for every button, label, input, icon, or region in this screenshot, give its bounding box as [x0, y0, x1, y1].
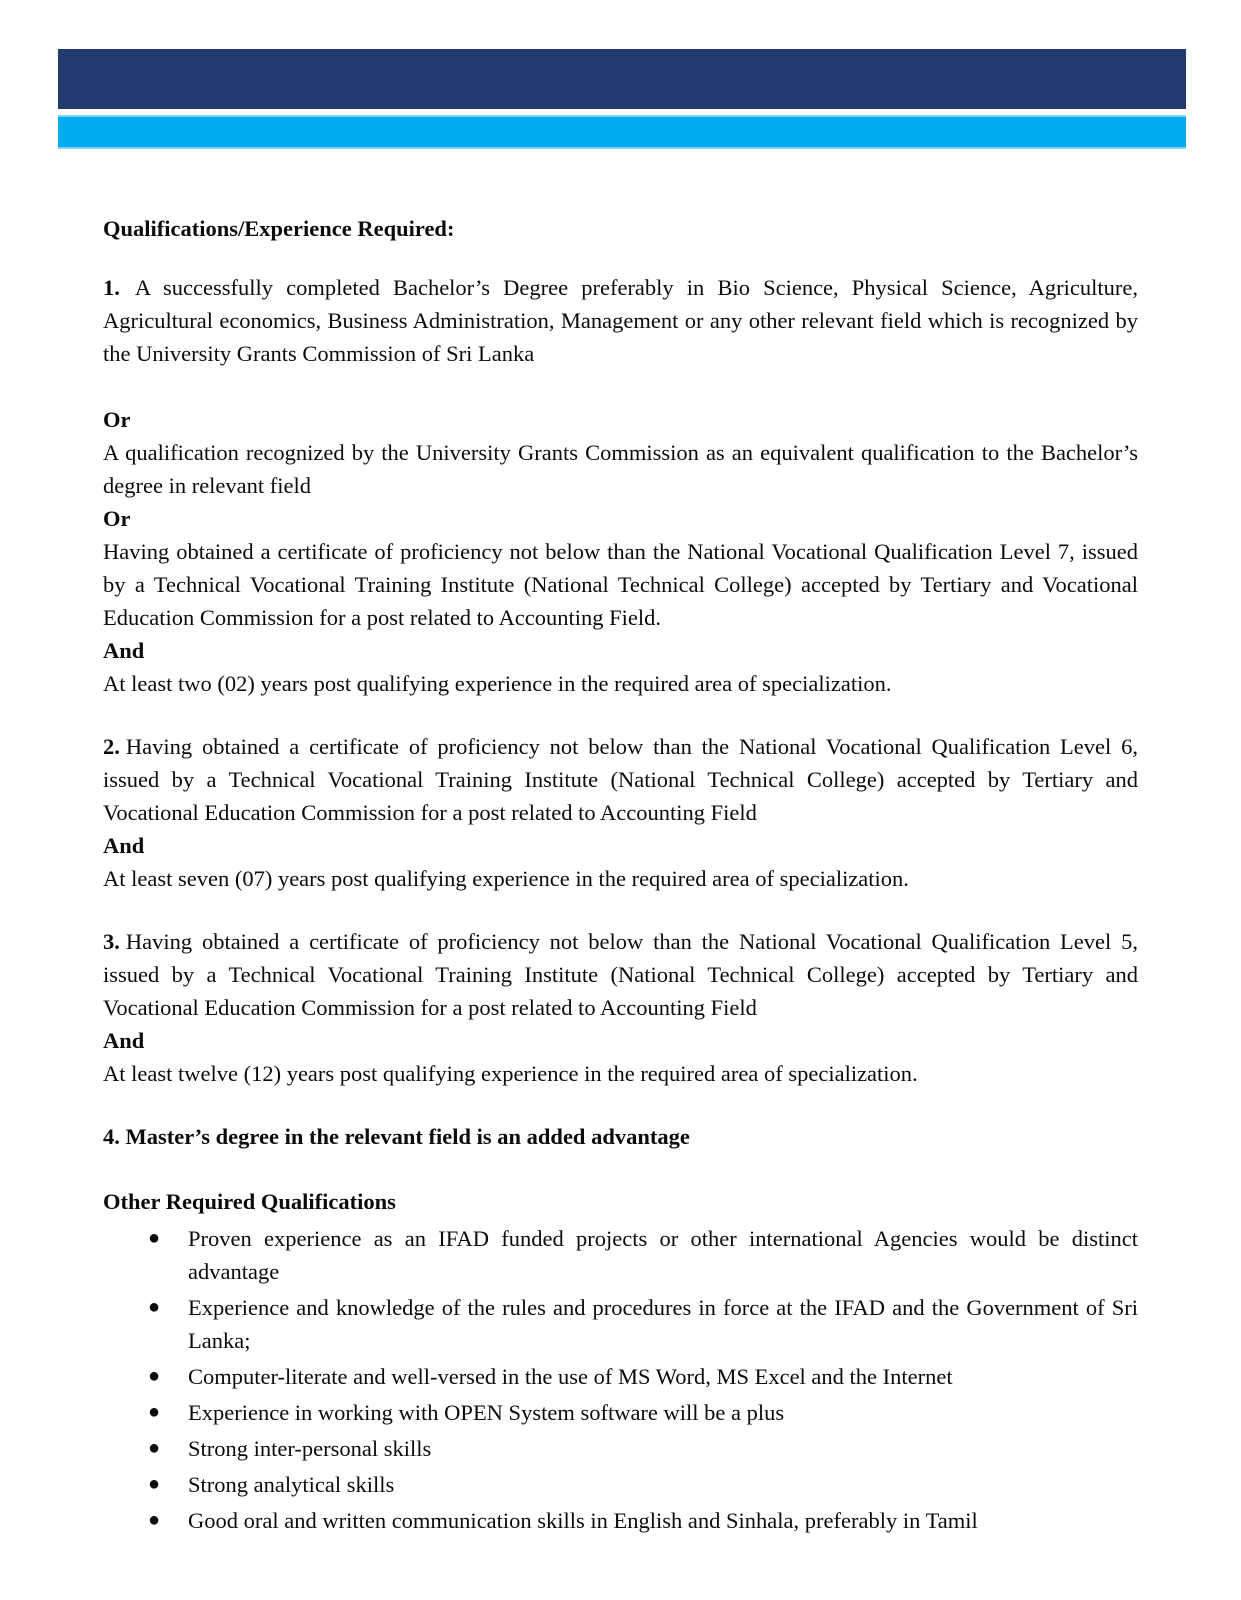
- connector-or-2: Or: [103, 506, 131, 531]
- list-item-text: Strong inter-personal skills: [188, 1436, 432, 1461]
- qualification-item-4: 4. Master’s degree in the relevant field is an added advantage: [103, 1124, 690, 1149]
- qualification-item-2: [103, 730, 1138, 829]
- item-number: 2.: [103, 734, 120, 759]
- bullet-icon: ●: [148, 1473, 161, 1495]
- bullet-icon: ●: [148, 1296, 161, 1318]
- section-heading-qualifications: Qualifications/Experience Required:: [103, 216, 455, 241]
- list-item: [103, 1360, 1138, 1393]
- item-number: 3.: [103, 929, 120, 954]
- header-bar-navy: [58, 49, 1186, 109]
- connector-and-3: And: [103, 1028, 145, 1053]
- list-item: [103, 1291, 1138, 1357]
- item-text: Having obtained a certificate of proficiency not below than the National Vocational Qualification Level 6, issued by a Technical Vocational Training Institute (National Technical College) accepted by Tertiary and Vocational Education Commission for a post related to Accounting Field: [103, 734, 1138, 825]
- list-item: [103, 1432, 1138, 1465]
- alternative-qualification-1: A qualification recognized by the University Grants Commission as an equivalent qualification to the Bachelor’s degree in relevant field: [103, 440, 1138, 498]
- list-item: [103, 1222, 1138, 1288]
- other-qualifications-list: [103, 1222, 1138, 1537]
- list-item-text: Proven experience as an IFAD funded projects or other international Agencies would be distinct advantage: [188, 1226, 1138, 1284]
- connector-and-1: And: [103, 638, 145, 663]
- bullet-icon: ●: [148, 1509, 161, 1531]
- list-item-text: Computer-literate and well-versed in the use of MS Word, MS Excel and the Internet: [188, 1364, 953, 1389]
- list-item: [103, 1504, 1138, 1537]
- experience-requirement-1: At least two (02) years post qualifying experience in the required area of specialization.: [103, 671, 892, 696]
- list-item-text: Strong analytical skills: [188, 1472, 395, 1497]
- list-item: [103, 1468, 1138, 1501]
- experience-requirement-3: At least twelve (12) years post qualifying experience in the required area of specialization.: [103, 1061, 918, 1086]
- bullet-icon: ●: [148, 1437, 161, 1459]
- item-number: 1.: [103, 275, 120, 300]
- qualification-item-1: [103, 271, 1138, 370]
- bullet-icon: ●: [148, 1227, 161, 1249]
- header-bar-cyan: [58, 117, 1186, 147]
- list-item-text: Experience and knowledge of the rules and procedures in force at the IFAD and the Government of Sri Lanka;: [188, 1295, 1138, 1353]
- section-heading-other-qualifications: Other Required Qualifications: [103, 1189, 396, 1214]
- connector-or-1: Or: [103, 407, 131, 432]
- item-text: A successfully completed Bachelor’s Degree preferably in Bio Science, Physical Science, Agriculture, Agricultural economics, Business Administration, Management or any other relevant field which is recognized by the University Grants Commission of Sri Lanka: [103, 275, 1138, 366]
- list-item-text: Experience in working with OPEN System software will be a plus: [188, 1400, 785, 1425]
- experience-requirement-2: At least seven (07) years post qualifying experience in the required area of specialization.: [103, 866, 909, 891]
- list-item: [103, 1396, 1138, 1429]
- qualification-item-3: [103, 925, 1138, 1024]
- alternative-qualification-2: Having obtained a certificate of proficiency not below than the National Vocational Qualification Level 7, issued by a Technical Vocational Training Institute (National Technical College) accepted by Tertiary and Vocational Education Commission for a post related to Accounting Field.: [103, 539, 1138, 630]
- bullet-icon: ●: [148, 1401, 161, 1423]
- list-item-text: Good oral and written communication skills in English and Sinhala, preferably in Tamil: [188, 1508, 978, 1533]
- connector-and-2: And: [103, 833, 145, 858]
- document-body: [103, 212, 1138, 1540]
- item-text: Having obtained a certificate of proficiency not below than the National Vocational Qualification Level 5, issued by a Technical Vocational Training Institute (National Technical College) accepted by Tertiary and Vocational Education Commission for a post related to Accounting Field: [103, 929, 1138, 1020]
- bullet-icon: ●: [148, 1365, 161, 1387]
